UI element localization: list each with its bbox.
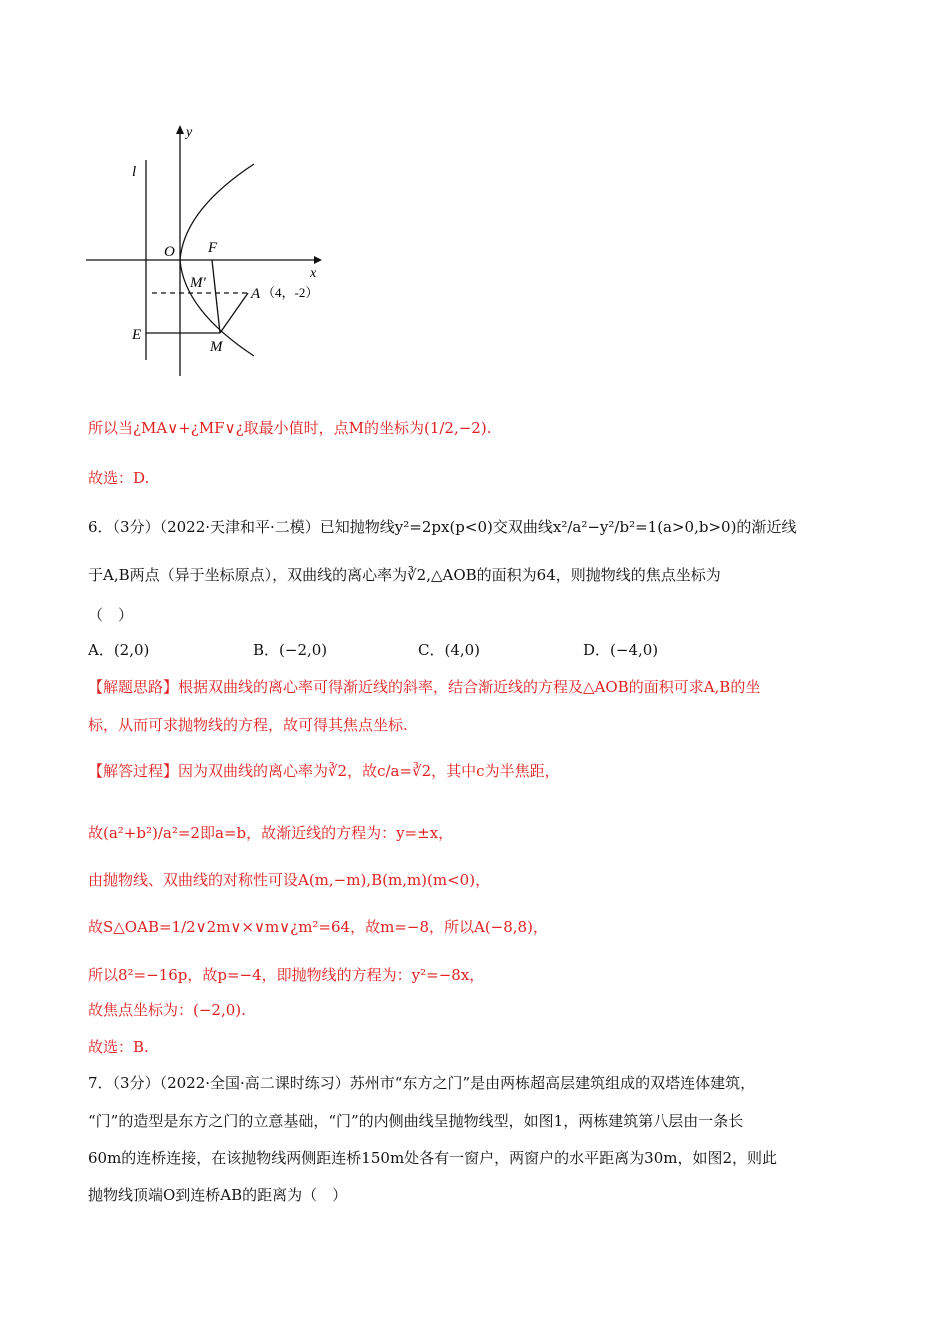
label-x: x: [310, 266, 317, 281]
segment-MA: [220, 293, 248, 333]
label-y: y: [186, 125, 193, 140]
solution-process: 故焦点坐标为：(−2,0).: [88, 1001, 246, 1019]
label-M: M: [210, 339, 223, 355]
answer-line: 故选：D.: [88, 469, 150, 487]
option-c: C．(4,0): [418, 641, 481, 659]
question-6-text: （ ）: [88, 606, 134, 624]
question-7-text: “门”的造型是东方之门的立意基础，“门”的内侧曲线呈抛物线型，如图1，两栋建筑第八层由一条长: [88, 1112, 744, 1130]
label-A: A: [251, 286, 261, 302]
question-7-text: 抛物线顶端O到连桥AB的距离为（ ）: [88, 1186, 348, 1204]
question-6-text: 6．（3分）（2022·天津和平·二模）已知抛物线y²=2px(p<0)交双曲线x²/a²−y²/b²=1(a>0,b>0)的渐近线: [88, 518, 797, 536]
solution-line: 所以当¿MA∨+¿MF∨¿取最小值时，点M的坐标为(1/2,−2).: [88, 419, 492, 437]
label-Mprime: M': [190, 275, 206, 291]
parabola-diagram: [86, 120, 326, 380]
answer-line: 故选：B.: [88, 1038, 149, 1056]
solution-process: 由抛物线、双曲线的对称性可设A(m,−m),B(m,m)(m<0)，: [88, 871, 491, 889]
solution-process: 故(a²+b²)/a²=2即a=b，故渐近线的方程为：y=±x，: [88, 824, 454, 842]
label-E: E: [132, 327, 142, 343]
label-F: F: [208, 240, 218, 256]
option-d: D．(−4,0): [583, 641, 659, 659]
option-b: B．(−2,0): [253, 641, 328, 659]
question-7-text: 60m的连桥连接，在该抛物线两侧距连桥150m处各有一窗户，两窗户的水平距离为30m，如图2，则此: [88, 1149, 778, 1167]
parabola-figure: [86, 120, 326, 380]
label-A-coord: （4，-2）: [262, 285, 319, 300]
question-7-text: 7．（3分）（2022·全国·高二课时练习）苏州市“东方之门”是由两栋超高层建筑组成的双塔连体建筑，: [88, 1074, 756, 1092]
options-row: [88, 639, 748, 661]
solution-process: 【解答过程】因为双曲线的离心率为∛2，故c/a=∛2，其中c为半焦距，: [88, 762, 560, 780]
question-6-text: 于A,B两点（异于坐标原点），双曲线的离心率为∛2,△AOB的面积为64，则抛物线的焦点坐标为: [88, 566, 721, 584]
option-a: A．(2,0): [88, 641, 150, 659]
solution-idea: 【解题思路】根据双曲线的离心率可得渐近线的斜率，结合渐近线的方程及△AOB的面积可求A,B的坐: [88, 678, 761, 696]
segment-FM: [212, 260, 220, 333]
solution-process: 所以8²=−16p，故p=−4，即抛物线的方程为：y²=−8x，: [88, 966, 485, 984]
solution-process: 故S△OAB=1/2∨2m∨×∨m∨¿m²=64，故m=−8，所以A(−8,8)，: [88, 918, 548, 936]
label-O: O: [164, 244, 175, 260]
solution-idea: 标，从而可求抛物线的方程，故可得其焦点坐标.: [88, 716, 408, 734]
label-l: l: [132, 164, 137, 180]
